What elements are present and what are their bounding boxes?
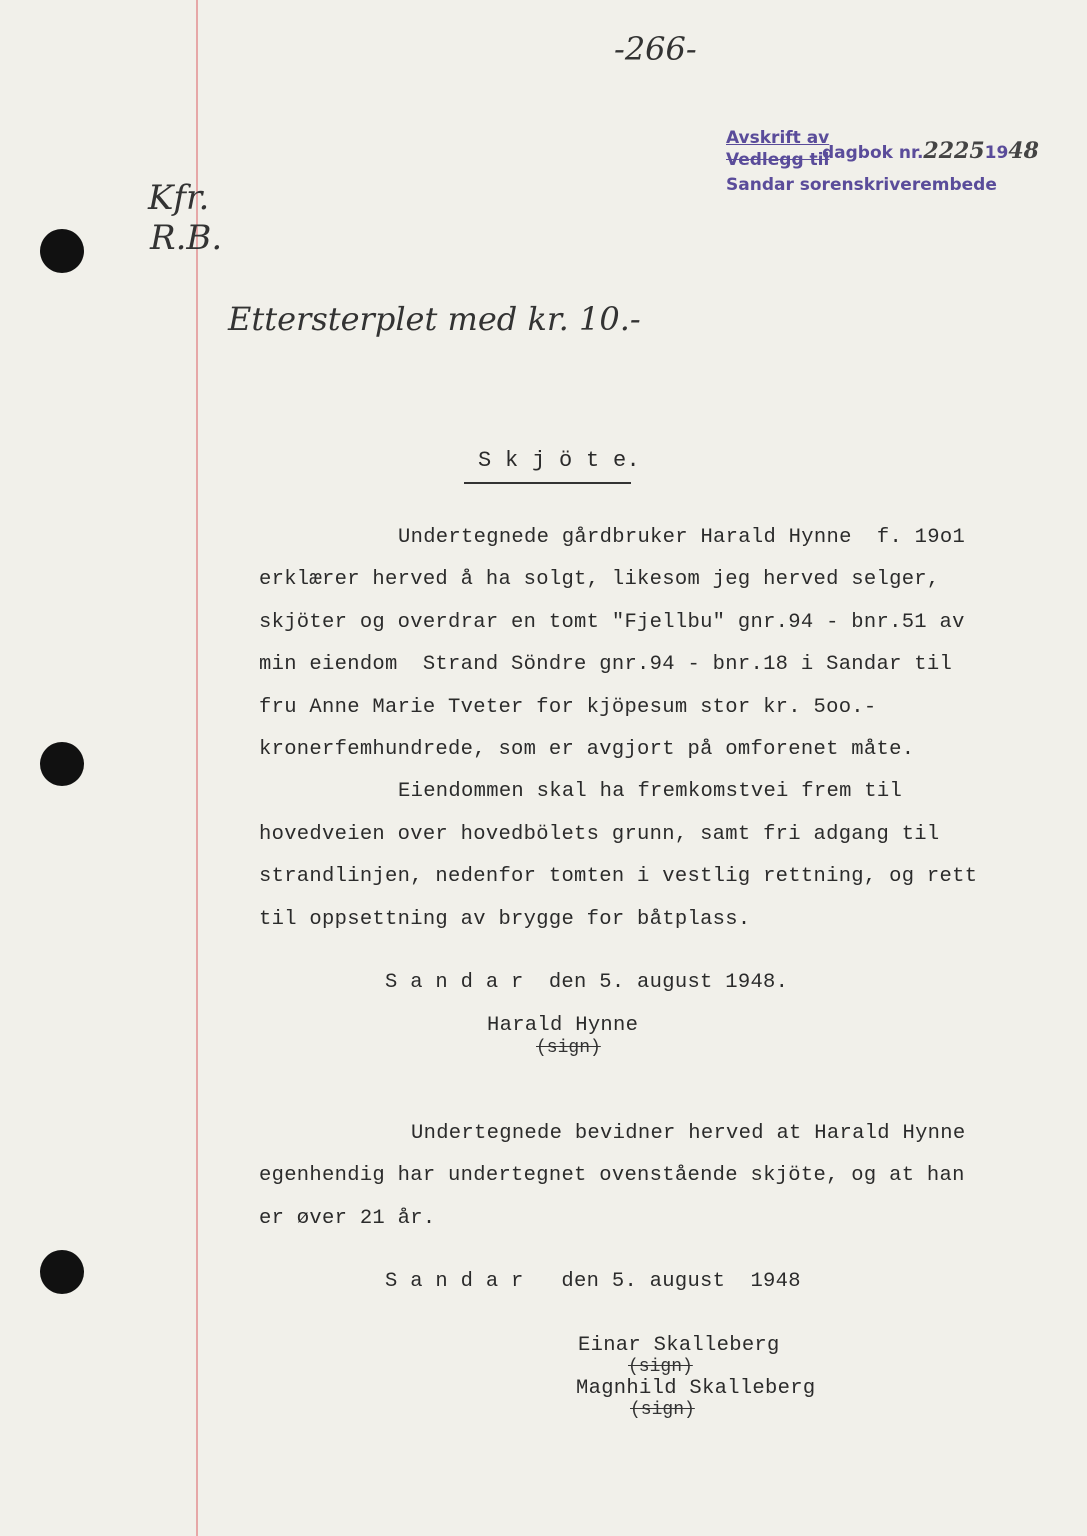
title-underline	[464, 482, 631, 484]
stamp-vedlegg: Vedlegg til	[726, 150, 830, 170]
body-line: kronerfemhundrede, som er avgjort på omforenet måte.	[259, 738, 915, 761]
body-line: Undertegnede bevidner herved at Harald Hynne	[411, 1122, 966, 1145]
body-line: Undertegnede gårdbruker Harald Hynne f. 19o1	[398, 526, 966, 549]
witness-name: Magnhild Skalleberg	[576, 1377, 816, 1400]
sign-mark: (sign)	[628, 1357, 693, 1377]
stamp-office: Sandar sorenskriverembede	[726, 175, 997, 195]
body-line: erklærer herved å ha solgt, likesom jeg herved selger,	[259, 568, 940, 591]
body-line: hovedveien over hovedbölets grunn, samt fri adgang til	[259, 823, 940, 846]
place-date: S a n d a r den 5. august 1948.	[385, 971, 789, 994]
punch-hole	[40, 229, 84, 273]
stamp-duty-note: Ettersterplet med kr. 10.-	[228, 300, 641, 338]
witness-name: Einar Skalleberg	[578, 1334, 780, 1357]
body-line: er øver 21 år.	[259, 1207, 436, 1230]
sign-mark: (sign)	[630, 1400, 695, 1420]
body-line: fru Anne Marie Tveter for kjöpesum stor kr. 5oo.-	[259, 696, 877, 719]
signer-name: Harald Hynne	[487, 1014, 639, 1037]
body-line: egenhendig har undertegnet ovenstående skjöte, og at han	[259, 1164, 965, 1187]
margin-note-kfr: Kfr.	[148, 178, 210, 218]
punch-hole	[40, 742, 84, 786]
stamp-dagbok: dagbok nr.22251948	[822, 138, 1039, 164]
body-line: til oppsettning av brygge for båtplass.	[259, 908, 751, 931]
document-title: S k j ö t e.	[478, 448, 641, 473]
place-date: S a n d a r den 5. august 1948	[385, 1270, 801, 1293]
body-line: Eiendommen skal ha fremkomstvei frem til	[398, 780, 903, 803]
body-line: min eiendom Strand Söndre gnr.94 - bnr.18 i Sandar til	[259, 653, 953, 676]
punch-hole	[40, 1250, 84, 1294]
stamp-avskrift: Avskrift av	[726, 128, 830, 148]
margin-note-rb: R.B.	[150, 218, 223, 258]
body-line: strandlinjen, nedenfor tomten i vestlig rettning, og rett	[259, 865, 978, 888]
body-line: skjöter og overdrar en tomt "Fjellbu" gnr.94 - bnr.51 av	[259, 611, 965, 634]
sign-mark: (sign)	[536, 1038, 601, 1058]
page-number: -266-	[614, 30, 697, 68]
